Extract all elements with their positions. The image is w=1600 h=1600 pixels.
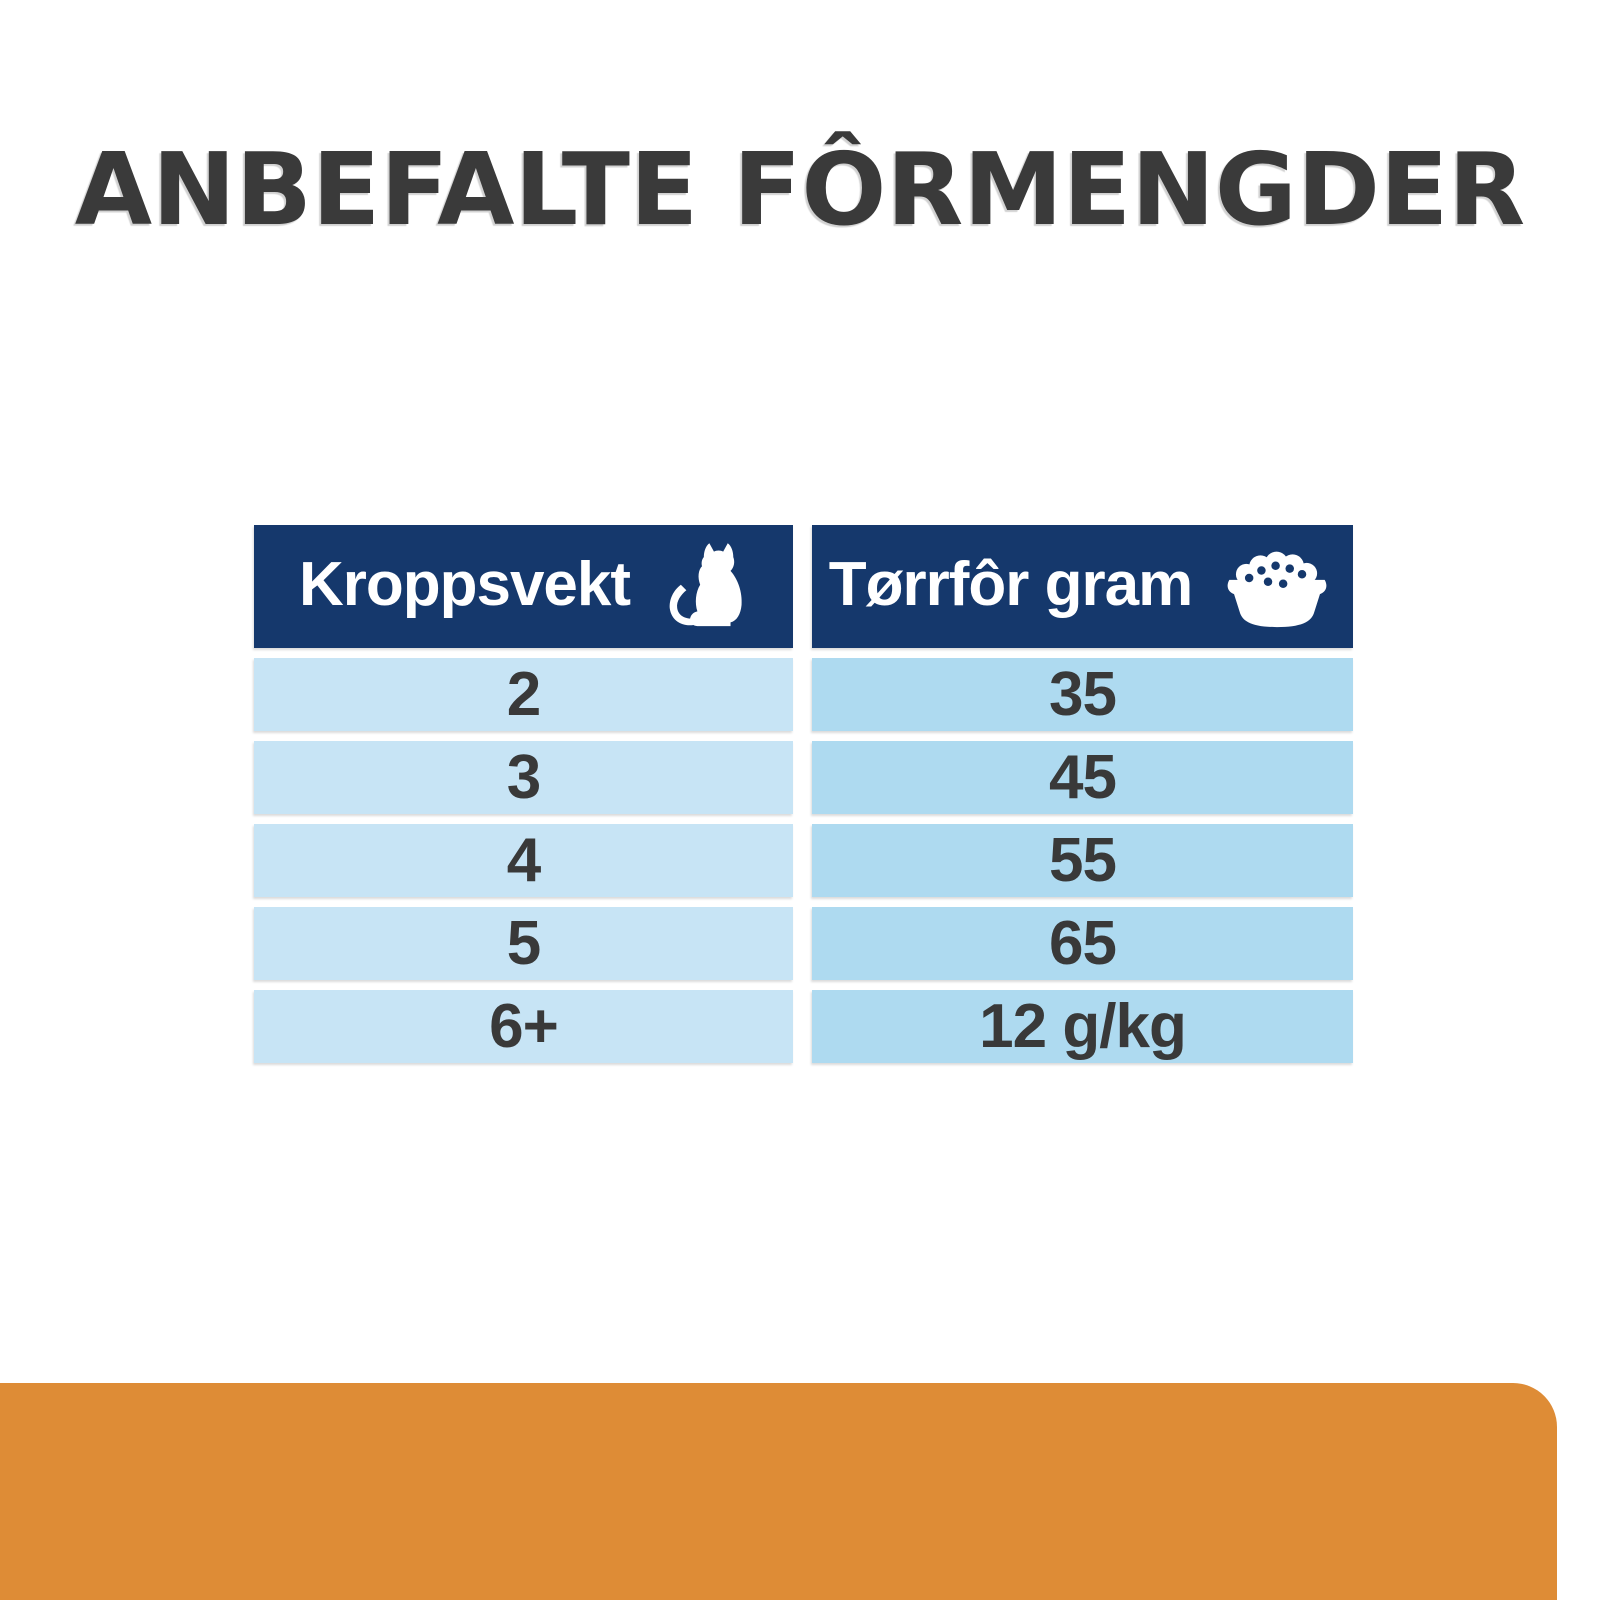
weight-cell: 2 bbox=[254, 658, 793, 731]
column-header-dryfood bbox=[812, 525, 1353, 648]
weight-cell: 3 bbox=[254, 741, 793, 814]
feeding-guide-table bbox=[254, 525, 1353, 1063]
food-bowl-icon bbox=[1218, 542, 1336, 632]
bottom-accent-band bbox=[0, 1383, 1557, 1600]
amount-cell: 55 bbox=[812, 824, 1353, 897]
cat-icon bbox=[656, 537, 748, 637]
amount-cell: 12 g/kg bbox=[812, 990, 1353, 1063]
amount-cell: 65 bbox=[812, 907, 1353, 980]
column-header-bodyweight-label: Kroppsvekt bbox=[298, 550, 631, 619]
amount-cell: 45 bbox=[812, 741, 1353, 814]
page-title: ANBEFALTE FÔRMENGDER bbox=[74, 131, 1526, 248]
column-header-dryfood-label: Tørrfôr gram bbox=[828, 550, 1193, 619]
weight-cell: 4 bbox=[254, 824, 793, 897]
weight-cell: 5 bbox=[254, 907, 793, 980]
amount-cell: 35 bbox=[812, 658, 1353, 731]
column-header-bodyweight bbox=[254, 525, 793, 648]
weight-cell: 6+ bbox=[254, 990, 793, 1063]
